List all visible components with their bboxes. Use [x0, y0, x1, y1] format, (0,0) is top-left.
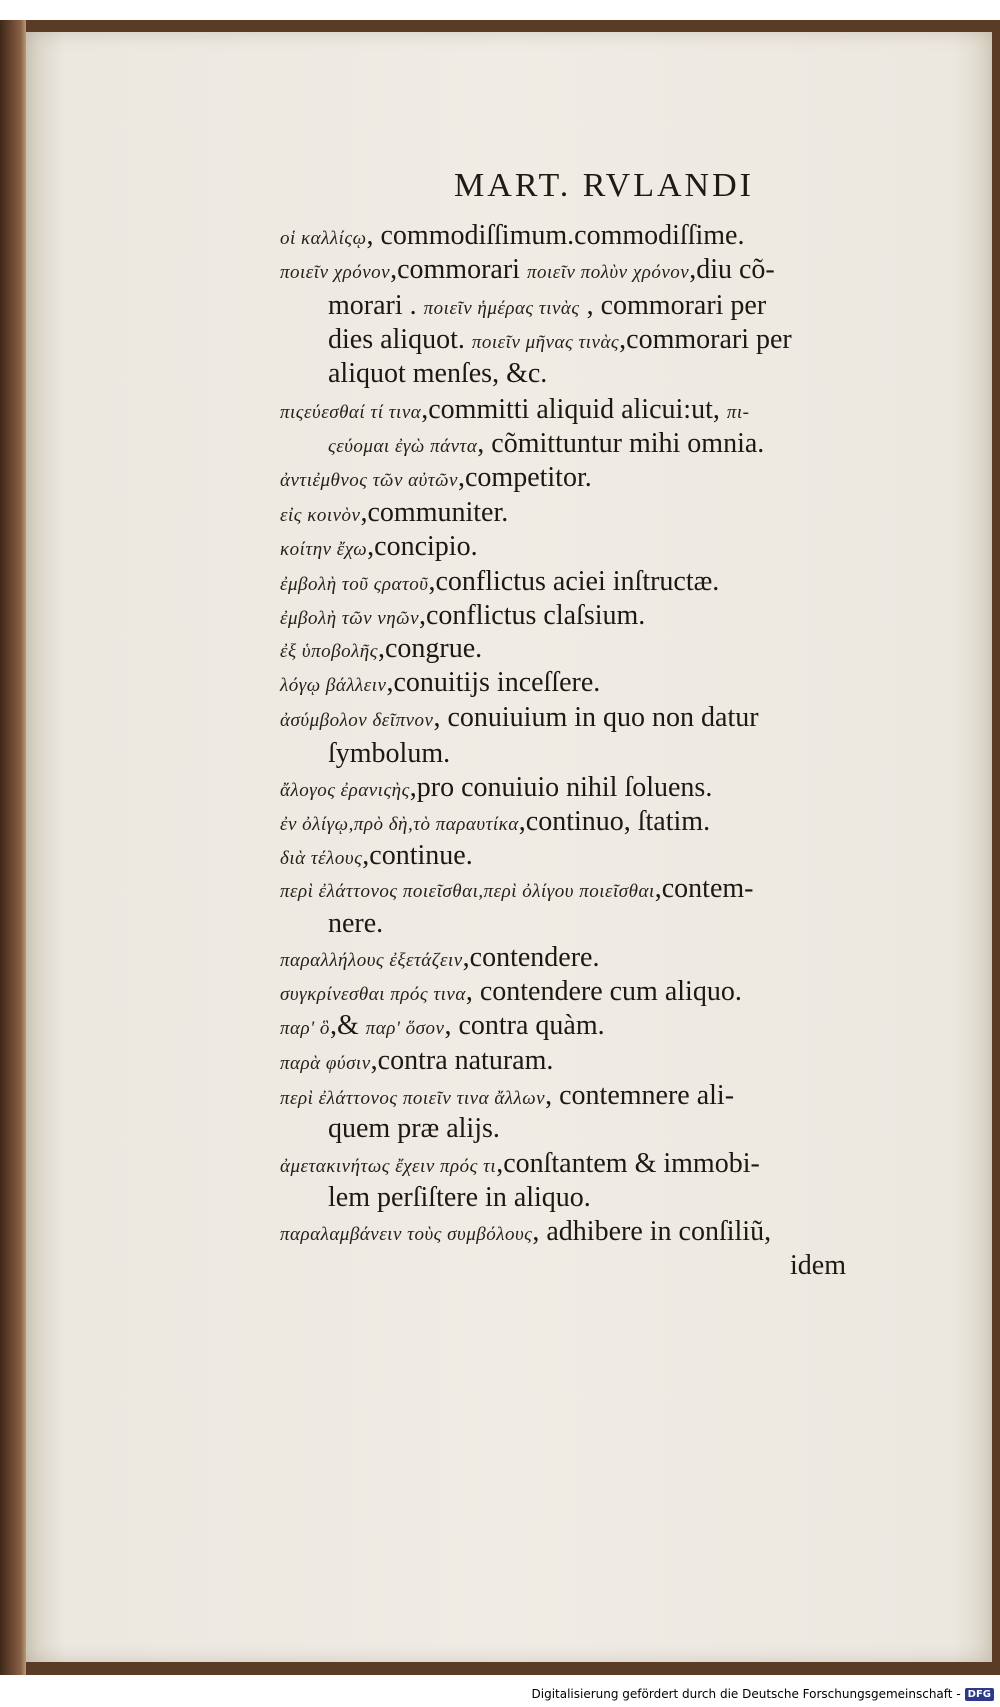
entry-line — [328, 358, 547, 390]
greek-term: παρὰ φύσιν — [280, 1053, 371, 1074]
greek-term: περὶ ἐλάττονος ποιεῖν τινα ἄλλων — [280, 1088, 546, 1109]
entry-line — [280, 702, 759, 734]
greek-term: εἰς κοινὸν — [280, 505, 361, 526]
dfg-logo: DFG — [965, 1688, 994, 1701]
latin-gloss: ,congrue. — [377, 633, 483, 664]
latin-gloss: ,conſtantem & immobi- — [496, 1148, 760, 1179]
greek-term: ἐμβολὴ τῶν νηῶν — [280, 608, 419, 629]
latin-gloss: ,communiter. — [360, 497, 509, 528]
greek-term: διὰ τέλους — [280, 848, 363, 869]
latin-gloss: , contemnere ali- — [545, 1080, 735, 1111]
greek-term: ποιεῖν μῆνας τινὰς — [471, 332, 620, 353]
latin-gloss: dies aliquot. — [328, 324, 472, 355]
latin-gloss: ,concipio. — [367, 531, 478, 562]
latin-gloss: nere. — [328, 908, 384, 939]
greek-term: ποιεῖν ἡμέρας τινὰς — [423, 298, 580, 319]
greek-term: ἐμβολὴ τοῦ ςρατοῦ — [280, 574, 429, 595]
latin-gloss: ,committi aliquid alicui:ut, — [421, 394, 727, 425]
entry-line — [280, 462, 592, 494]
latin-gloss: lem perſiſtere in aliquo. — [328, 1182, 591, 1213]
latin-gloss: ,competitor. — [457, 462, 592, 493]
latin-gloss: ,pro conuiuio nihil ſoluens. — [409, 772, 713, 803]
latin-gloss: ,continue. — [362, 840, 473, 871]
entry-line — [328, 290, 766, 322]
greek-term: πι- — [726, 402, 750, 423]
latin-gloss: idem — [790, 1250, 846, 1281]
book-binding — [0, 20, 1000, 1675]
entry-line — [280, 976, 742, 1008]
latin-gloss: ,commorari per — [619, 324, 792, 355]
greek-term: οἱ καλλίςῳ — [280, 228, 367, 249]
latin-gloss: , contendere cum aliquo. — [465, 976, 742, 1007]
greek-term: πιςεύεσθαί τί τινα — [280, 402, 422, 423]
latin-gloss: ,conuitijs inceſſere. — [386, 667, 601, 698]
latin-gloss: ,commorari — [390, 254, 527, 285]
latin-gloss: ,contra naturam. — [370, 1045, 554, 1076]
entry-line — [280, 1045, 553, 1077]
entry-line — [280, 1216, 771, 1248]
entry-line — [280, 531, 478, 563]
entry-line — [280, 667, 600, 699]
greek-term: ἀσύμβολον δεῖπνον — [280, 710, 434, 731]
greek-term: ποιεῖν χρόνον — [280, 262, 391, 283]
latin-gloss: , conuiuium in quo non datur — [433, 702, 759, 733]
greek-term: παρ' ὅσον — [365, 1018, 445, 1039]
latin-gloss: , cõmittuntur mihi omnia. — [477, 428, 765, 459]
latin-gloss: , commorari per — [579, 290, 767, 321]
greek-term: περὶ ἐλάττονος ποιεῖσθαι,περὶ ὀλίγου ποιεῖσθαι — [280, 881, 655, 902]
latin-gloss: ,conflictus aciei inſtructæ. — [428, 566, 720, 597]
latin-gloss: , adhibere in conſiliũ, — [532, 1216, 772, 1247]
latin-gloss: ſymbolum. — [328, 738, 451, 769]
latin-gloss: ,continuo, ſtatim. — [518, 806, 711, 837]
greek-term: ςεύομαι ἐγὼ πάντα — [328, 436, 478, 457]
latin-gloss: quem præ alijs. — [328, 1113, 500, 1144]
latin-gloss: ,& — [329, 1010, 366, 1041]
entry-line — [280, 1148, 760, 1180]
entry-line — [280, 254, 775, 286]
greek-term: ποιεῖν πολὺν χρόνον — [526, 262, 690, 283]
greek-term: ἄλογος ἐρανιςὴς — [280, 780, 410, 801]
entry-line — [280, 873, 754, 905]
entry-line — [280, 1080, 734, 1112]
book-page — [26, 32, 992, 1662]
greek-term: ἐξ ὑποβολῆς — [280, 641, 378, 662]
entry-line — [280, 394, 749, 426]
entry-line — [280, 600, 645, 632]
entry-line — [790, 1250, 846, 1282]
latin-gloss: ,conflictus claſsium. — [419, 600, 646, 631]
entry-line — [328, 1113, 500, 1145]
latin-gloss: ,contendere. — [462, 942, 600, 973]
entry-line — [280, 772, 712, 804]
entry-line — [328, 428, 764, 460]
entry-line — [280, 566, 719, 598]
entry-line — [328, 908, 383, 940]
latin-gloss: ,contem- — [654, 873, 754, 904]
entry-line — [280, 806, 710, 838]
greek-term: ἀντιἐμθνος τῶν αὐτῶν — [280, 470, 458, 491]
entry-line — [328, 1182, 591, 1214]
greek-term: ἐν ὀλίγῳ,πρὸ δὴ,τὸ παραυτίκα — [280, 814, 519, 835]
latin-gloss: , commodiſſimum.commodiſſime. — [366, 220, 745, 251]
greek-term: παραλαμβάνειν τοὺς συμβόλους — [280, 1224, 533, 1245]
digitization-footer — [532, 1687, 995, 1701]
entry-line — [280, 840, 473, 872]
latin-gloss: , contra quàm. — [444, 1010, 605, 1041]
footer-credit: Digitalisierung gefördert durch die Deutsche Forschungsgemeinschaft - — [531, 1687, 961, 1701]
entry-line — [280, 1010, 605, 1042]
latin-gloss: ,diu cõ- — [689, 254, 775, 285]
greek-term: κοίτην ἔχω — [280, 539, 368, 560]
latin-gloss: aliquot menſes, &c. — [328, 358, 548, 389]
entry-line — [280, 633, 482, 665]
board-edge — [0, 20, 26, 1675]
entry-line — [328, 324, 792, 356]
latin-gloss: morari . — [328, 290, 424, 321]
greek-term: λόγῳ βάλλειν — [280, 675, 387, 696]
running-head: MART. RVLANDI — [454, 167, 754, 204]
entry-line — [328, 738, 450, 770]
greek-term: παραλλήλους ἐξετάζειν — [280, 950, 463, 971]
entry-line — [280, 220, 744, 252]
greek-term: συγκρίνεσθαι πρός τινα — [280, 984, 466, 1005]
greek-term: ἀμετακινήτως ἔχειν πρός τι — [280, 1156, 497, 1177]
entry-line — [280, 497, 508, 529]
entry-line — [280, 942, 599, 974]
greek-term: παρ' ὃ — [280, 1018, 330, 1039]
